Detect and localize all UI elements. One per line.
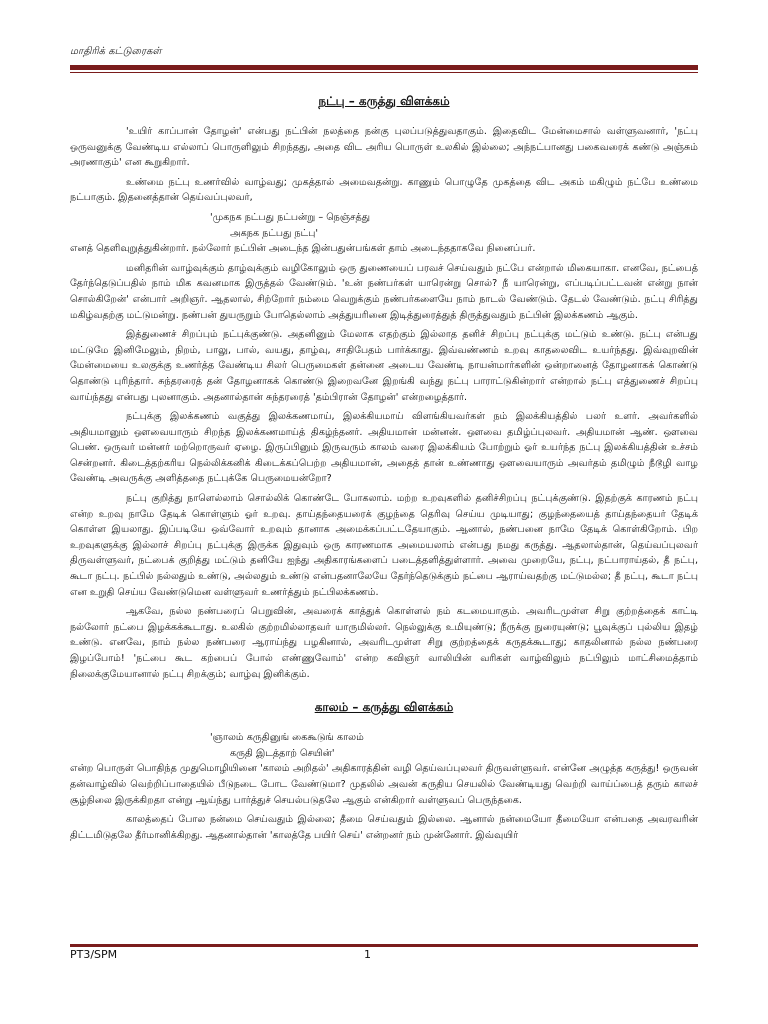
section-title: நட்பு – கருத்து விளக்கம் <box>318 94 450 108</box>
paragraph: மனிதரின் வாழ்வுக்கும் தாழ்வுக்கும் வழிகோலும் ஒரு துணையைப் பரவச் செய்வதும் நட்பே என்றால் மிகையாகா. எனவே, நட்பைத் தேர்ந்தெடுப்பதில் நாம் மிக கவனமாக இருத்தல் வேண்டும். 'உன் நண்பர்கள் யாரென்று சொல்? நீ யாரென்று, எப்படிப்பட்டவன் என்று நான் சொல்கிறேன்' என்பார் அறிஞர். ஆதலால், சிற்றோர் நம்மை வெறுக்கும் நண்பர்களையே நாம் நாடல் வேண்டும். தேடல் வேண்டும். நட்பு சிரித்து மகிழ்வதற்கு மட்டுமன்று. நண்பன் துயருறும் போதெல்லாம் அத்துயரினை இடித்துரைத்துத் திருத்துவதும் நட்பின் இலக்கணம் ஆகும். <box>70 262 698 321</box>
verse-line: 'ஞாலம் கருதினுங் கைகூடுங் காலம் <box>210 732 364 744</box>
header-rule <box>70 65 698 70</box>
document-body <box>70 88 698 847</box>
paragraph: என்ற பொருள் பொதிந்த முதுமொழியினை 'காலம் அறிதல்' அதிகாரத்தின் வழி தெய்வப்புலவர் திருவள்ளுவர். என்னே அழுத்த கருத்து! ஒருவன் தன்வாழ்வில் வெற்றிப்பாதையில் பீடுநடை போட வேண்டுமா? முதலில் அவன் கருதிய செயலில் வேண்டியது வெற்றி வாய்ப்பைத் தரும் காலச் சூழ்நிலை இருக்கிறதா என்று ஆய்ந்து பார்த்துச் செயல்படுதலே ஆகும் என்கிறார் வள்ளுவப் பெருந்தகை. <box>70 763 698 806</box>
paragraph: இத்துணைச் சிறப்பும் நட்புக்குண்டு. அதனினும் மேலாக எதற்கும் இல்லாத தனிச் சிறப்பு நட்புக்கு மட்டும் உண்டு. நட்பு என்பது மட்டுமே இனிமேலும், நிறம், பாலு, பால், வயது, தாழ்வு, சாதிபேதம் பார்க்காது. இவ்வண்ணம் உறவு காதலைவிட உயர்ந்தது. இவ்வுறவின் மேன்மையை உலகுக்கு உணர்த்த வேண்டிய சிலர் பெருமைகள் தன்னை அடைய வேண்டி நாயன்மார்களின் ஒன்றானைத் தோழனாகக் கொண்டு தொண்டு புரிந்தார். சுந்தரரைத் தன் தோழனாகக் கொண்டு இறைவனே இறங்கி வந்து நட்பு பாராட்டுகின்றார் என்றால் நட்பு எத்துணைச் சிறப்பு வாய்ந்தது என்பது புலனாகும். அதனால்தான் சுந்தரரைத் 'தம்பிரான் தோழன்' என்றழைத்தார். <box>70 329 698 403</box>
header-rule-thin <box>70 72 698 73</box>
paragraph: உண்மை நட்பு உணர்வில் வாழ்வது; முகத்தால் அமைவதன்று. காணும் பொழுதே முகத்தை விட அகம் மகிழும் நட்பே உண்மை நட்பாகும். இதனைத்தான் தெய்வப்புலவர், <box>70 176 698 204</box>
paragraph: எனத் தெளிவுறுத்துகின்றார். நல்லோர் நட்பின் அடைந்த இன்பதுன்பங்கள் தாம் அடைந்ததாகவே நினைப்பர். <box>70 243 536 255</box>
paragraph: ஆகவே, நல்ல நண்பரைப் பெறுவின், அவரைக் காத்துக் கொள்ளல் நம் கடமையாகும். அவரிடமுள்ள சிறு குற்றத்தைக் காட்டி நல்லோர் நட்பை இழக்கக்கூடாது. உலகில் குற்றமில்லாதவர் யாருமில்லர். நெல்லுக்கு உமியுண்டு; நீருக்கு நுரையுண்டு; பூவுக்குப் புல்லிய இதழ் உண்டு. எனவே, நாம் நல்ல நண்பரை ஆராய்ந்து பழகினால், அவரிடமுள்ள சிறு குற்றத்தைக் கருதக்கூடாது; காதலினால் நல்ல நண்பரை இழப்போம்! 'நட்பை கூட கற்பைப் போல் எண்ணுவோம்' என்ற கவிஞர் வாலியின் வரிகள் வாழ்விலும் நட்பிலும் மாட்சிமைத்தாம் நிலைக்குமேயானால் நட்பு சிறக்கும்; வாழ்வு இனிக்கும். <box>70 606 698 680</box>
paragraph: காலத்தைப் போல நன்மை செய்வதும் இல்லை; தீமை செய்வதும் இல்லை. ஆனால் நன்மையோ தீமையோ என்பதை அவரவரின் திட்டமிடுதலே தீர்மானிக்கிறது. ஆதனால்தான் 'காலத்தே பயிர் செய்' என்றனர் நம் முன்னோர். இவ்வுயிர் <box>70 814 698 841</box>
verse-line: அகநக நட்பது நட்பு' <box>230 227 319 239</box>
verse-line: கருதி இடத்தாற் செயின்' <box>230 747 335 759</box>
page-header: மாதிரிக் கட்டுரைகள் <box>70 46 162 57</box>
section-title: காலம் – கருத்து விளக்கம் <box>314 700 454 715</box>
paragraph: 'உயிர் காப்பான் தோழன்' என்பது நட்பின் நலத்தை நன்கு புலப்படுத்துவதாகும். இதைவிட மேன்மைசால் வள்ளுவனார், 'நட்பு ஒருவனுக்கு வேண்டிய எல்லாப் பொருளிலும் சிறந்தது, அதை விட அரிய பொருள் உலகில் இல்லை; அந்நட்பானது பகைவரைக் கண்டு அஞ்சும் அரணாகும்' என கூறுகிறார். <box>70 126 698 169</box>
footer-label: PT3/SPM <box>70 948 118 961</box>
page-number: 1 <box>364 948 371 961</box>
footer-rule <box>70 944 698 947</box>
verse-line: 'முகநக நட்பது நட்பன்று – நெஞ்சத்து <box>210 211 371 223</box>
paragraph: நட்பு குறித்து நாளெல்லாம் சொல்லிக் கொண்டே போகலாம். மற்ற உறவுகளில் தனிச்சிறப்பு நட்புக்குண்டு. இதற்குக் காரணம் நட்பு என்ற உறவு நாமே தேடிக் கொள்ளும் ஓர் உறவு. தாய்தந்தையரைக் குழந்தை தெரிவு செய்ய முடியாது; குழந்தையைத் தாய்தந்தையர் தேடிக் கொள்ள இயலாது. இப்படியே ஒவ்வோர் உறவும் தானாக அமைக்கப்பட்டதேயாகும். ஆனால், நண்பனை நாமே தேடிக் கொள்கிறோம். பிற உறவுகளுக்கு இல்லாச் சிறப்பு நட்புக்கு இருக்க இதுவும் ஒரு காரணமாக அமையலாம் என்பது நமது கருத்து. ஆதலால்தான், தெய்வப்புலவர் திருவள்ளுவர், நட்பைக் குறித்து மட்டும் தனியே ஐந்து அதிகாரங்களைப் படைத்தளித்துள்ளார். அவை முறையே, நட்பு, நட்பாராய்தல், தீ நட்பு, கூடா நட்பு. நட்பில் நல்லதும் உண்டு, அல்லதும் உண்டு என்பதனாலேயே தேர்ந்தெடுக்கும் நட்பை ஆராய்வதற்கு மட்டுமல்ல; தீ நட்பு, கூடா நட்பு என உறுதி செய்ய வேண்டுமென வள்ளுவர் உணர்த்தும் நட்பிலக்கணம். <box>70 493 698 598</box>
paragraph: நட்புக்கு இலக்கணம் வகுத்து இலக்கணமாய், இலக்கியமாய் விளங்கியவர்கள் நம் இலக்கியத்தில் பலர் உளர். அவர்களில் அதியமானும் ஔவையாரும் சிறந்த இலக்கணமாய்த் திகழ்ந்தனர். அதியமான் மன்னன். ஔவை தமிழ்ப்புலவர். அதியமான் ஆண். ஔவை பெண். ஒருவர் மன்னர் மற்றொருவர் ஏழை. இருப்பினும் இருவரும் காலம் வரை இலக்கியம் போற்றும் ஓர் உயர்ந்த நட்பு இலக்கியத்தின் உச்சம் சென்றனர். கிடைத்தற்கரிய நெல்லிக்கனிக் கிடைக்கப்பெற்ற அதியமான், அதைத் தான் உண்ணாது ஔவையாரும் அவர்தம் தமிழும் நீடூழி வாழ வேண்டி அவருக்கு அளித்ததை நட்புக்கே பெருமையன்றோ? <box>70 411 698 485</box>
